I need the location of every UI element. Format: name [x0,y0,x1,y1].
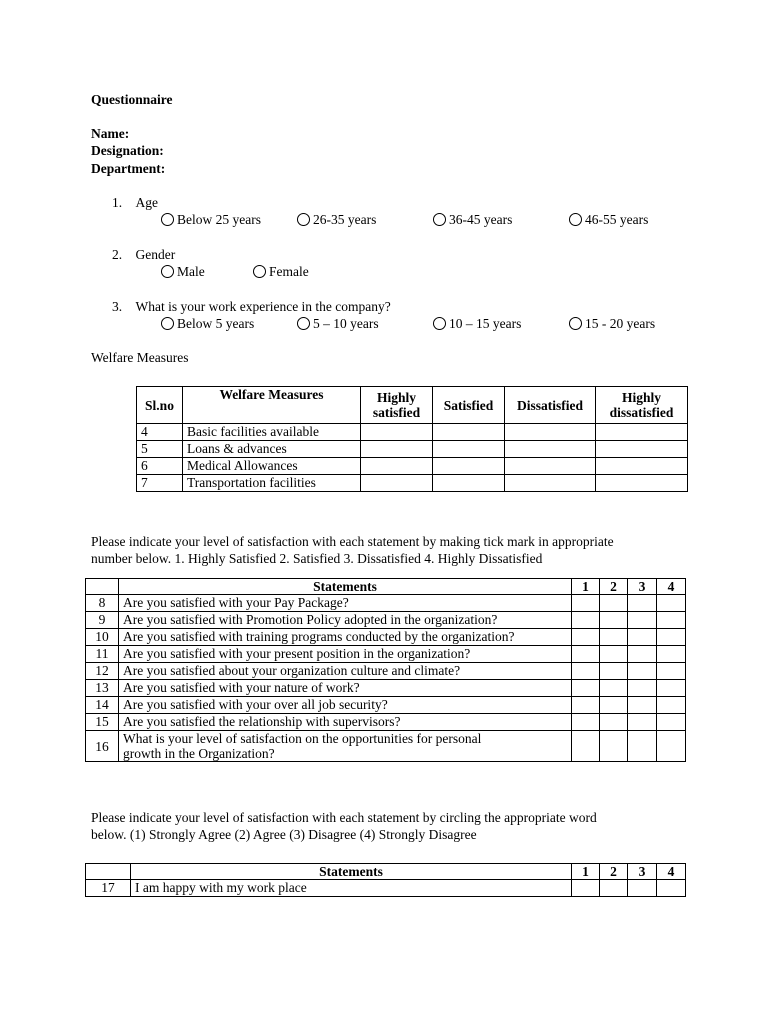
answer-cell[interactable] [572,714,600,731]
answer-cell[interactable] [657,663,686,680]
table-row [86,595,686,612]
satisfaction-instruction-line1: Please indicate your level of satisfaction with each statement by making tick mark in appropriate [91,534,614,549]
answer-cell[interactable] [657,697,686,714]
answer-cell[interactable] [505,475,596,492]
answer-cell[interactable] [628,697,657,714]
answer-cell[interactable] [505,458,596,475]
table-header-row [86,864,686,880]
answer-cell[interactable] [596,424,688,441]
table-row [86,629,686,646]
table-row [137,458,688,475]
experience-option-10-15[interactable]: 10 – 15 years [433,316,521,332]
row-text: Basic facilities available [183,424,361,441]
radio-circle-icon[interactable] [433,213,446,226]
answer-cell[interactable] [600,680,628,697]
table-row [86,646,686,663]
answer-cell[interactable] [600,880,628,897]
answer-cell[interactable] [433,424,505,441]
column-header: 1 [572,579,600,595]
answer-cell[interactable] [361,441,433,458]
answer-cell[interactable] [600,731,628,762]
row-text: Are you satisfied with your over all job security? [119,697,572,714]
row-text: Are you satisfied with your present position in the organization? [119,646,572,663]
answer-cell[interactable] [572,646,600,663]
table-row [86,680,686,697]
gender-option-male[interactable]: Male [161,264,205,280]
answer-cell[interactable] [600,714,628,731]
table-row [86,612,686,629]
answer-cell[interactable] [433,475,505,492]
row-text: Transportation facilities [183,475,361,492]
question-1 [112,195,158,211]
row-text: Are you satisfied with your nature of work? [119,680,572,697]
column-header [86,579,119,595]
column-header: Welfare Measures [183,387,361,424]
column-header: 3 [628,579,657,595]
radio-circle-icon[interactable] [161,265,174,278]
row-text: Are you satisfied about your organization culture and climate? [119,663,572,680]
table-row [137,441,688,458]
answer-cell[interactable] [657,612,686,629]
column-header: 3 [628,864,657,880]
column-header: Statements [131,864,572,880]
answer-cell[interactable] [433,458,505,475]
answer-cell[interactable] [361,424,433,441]
answer-cell[interactable] [600,663,628,680]
table-row [86,697,686,714]
column-header: Highly satisfied [361,387,433,424]
row-number: 7 [137,475,183,492]
table-row [86,714,686,731]
answer-cell[interactable] [572,629,600,646]
answer-cell[interactable] [596,475,688,492]
row-text: Loans & advances [183,441,361,458]
radio-circle-icon[interactable] [569,213,582,226]
answer-cell[interactable] [505,441,596,458]
answer-cell[interactable] [572,880,600,897]
row-text: Are you satisfied with training programs conducted by the organization? [119,629,572,646]
answer-cell[interactable] [572,663,600,680]
column-header: 4 [657,579,686,595]
radio-circle-icon[interactable] [569,317,582,330]
answer-cell[interactable] [572,731,600,762]
table-row [86,880,686,897]
answer-cell[interactable] [596,458,688,475]
radio-circle-icon[interactable] [161,213,174,226]
agreement-instruction-line2: below. (1) Strongly Agree (2) Agree (3) Disagree (4) Strongly Disagree [91,827,477,842]
radio-circle-icon[interactable] [297,213,310,226]
agreement-table [85,863,686,897]
answer-cell[interactable] [657,880,686,897]
answer-cell[interactable] [628,731,657,762]
welfare-heading: Welfare Measures [91,350,189,365]
answer-cell[interactable] [628,612,657,629]
satisfaction-instruction-line2: number below. 1. Highly Satisfied 2. Satisfied 3. Dissatisfied 4. Highly Dissatisfied [91,551,543,566]
age-option-below-25[interactable]: Below 25 years [161,212,261,228]
answer-cell[interactable] [361,475,433,492]
row-text: I am happy with my work place [131,880,572,897]
satisfaction-table [85,578,686,762]
age-option-46-55[interactable]: 46-55 years [569,212,648,228]
table-header-row [137,387,688,424]
answer-cell[interactable] [572,612,600,629]
question-2 [112,247,175,263]
answer-cell[interactable] [628,646,657,663]
row-text: Medical Allowances [183,458,361,475]
row-number: 17 [86,880,131,897]
column-header: 4 [657,864,686,880]
question-number: 1. [112,195,123,210]
question-text: Age [135,195,158,210]
answer-cell[interactable] [505,424,596,441]
answer-cell[interactable] [572,680,600,697]
age-option-26-35[interactable]: 26-35 years [297,212,376,228]
row-number: 12 [86,663,119,680]
row-number: 8 [86,595,119,612]
answer-cell[interactable] [657,680,686,697]
answer-cell[interactable] [600,595,628,612]
row-number: 13 [86,680,119,697]
table-row [86,663,686,680]
answer-cell[interactable] [361,458,433,475]
radio-circle-icon[interactable] [297,317,310,330]
age-option-36-45[interactable]: 36-45 years [433,212,512,228]
row-number: 11 [86,646,119,663]
answer-cell[interactable] [596,441,688,458]
answer-cell[interactable] [628,880,657,897]
table-row [86,731,686,762]
column-header: Statements [119,579,572,595]
row-number: 6 [137,458,183,475]
row-text: What is your level of satisfaction on the opportunities for personal growth in the Organization? [119,731,572,762]
row-number: 5 [137,441,183,458]
column-header: Sl.no [137,387,183,424]
radio-circle-icon[interactable] [433,317,446,330]
column-header: 1 [572,864,600,880]
experience-option-below-5[interactable]: Below 5 years [161,316,254,332]
column-header: 2 [600,864,628,880]
answer-cell[interactable] [628,629,657,646]
gender-option-female[interactable]: Female [253,264,309,280]
row-text: Are you satisfied with Promotion Policy adopted in the organization? [119,612,572,629]
designation-label: Designation: [91,143,164,158]
answer-cell[interactable] [600,629,628,646]
column-header: Satisfied [433,387,505,424]
table-header-row [86,579,686,595]
row-number: 14 [86,697,119,714]
answer-cell[interactable] [657,731,686,762]
row-number: 16 [86,731,119,762]
column-header: 2 [600,579,628,595]
answer-cell[interactable] [572,595,600,612]
table-row [137,424,688,441]
answer-cell[interactable] [572,697,600,714]
experience-option-5-10[interactable]: 5 – 10 years [297,316,379,332]
question-text: What is your work experience in the company? [135,299,391,314]
answer-cell[interactable] [657,595,686,612]
welfare-table [136,386,688,492]
answer-cell[interactable] [657,646,686,663]
question-number: 3. [112,299,123,314]
answer-cell[interactable] [600,646,628,663]
page-title: Questionnaire [91,92,173,107]
radio-circle-icon[interactable] [161,317,174,330]
answer-cell[interactable] [628,680,657,697]
column-header [86,864,131,880]
answer-cell[interactable] [600,697,628,714]
row-number: 9 [86,612,119,629]
department-label: Department: [91,161,166,176]
column-header: Highly dissatisfied [596,387,688,424]
question-3 [112,299,391,315]
answer-cell[interactable] [628,714,657,731]
answer-cell[interactable] [433,441,505,458]
experience-option-15-20[interactable]: 15 - 20 years [569,316,655,332]
answer-cell[interactable] [657,629,686,646]
name-label: Name: [91,126,130,141]
answer-cell[interactable] [628,663,657,680]
row-number: 10 [86,629,119,646]
agreement-instruction-line1: Please indicate your level of satisfaction with each statement by circling the appropriate word [91,810,597,825]
answer-cell[interactable] [628,595,657,612]
row-text: Are you satisfied the relationship with supervisors? [119,714,572,731]
question-number: 2. [112,247,123,262]
table-row [137,475,688,492]
radio-circle-icon[interactable] [253,265,266,278]
question-text: Gender [135,247,176,262]
row-text: Are you satisfied with your Pay Package? [119,595,572,612]
row-number: 15 [86,714,119,731]
row-number: 4 [137,424,183,441]
column-header: Dissatisfied [505,387,596,424]
answer-cell[interactable] [600,612,628,629]
answer-cell[interactable] [657,714,686,731]
